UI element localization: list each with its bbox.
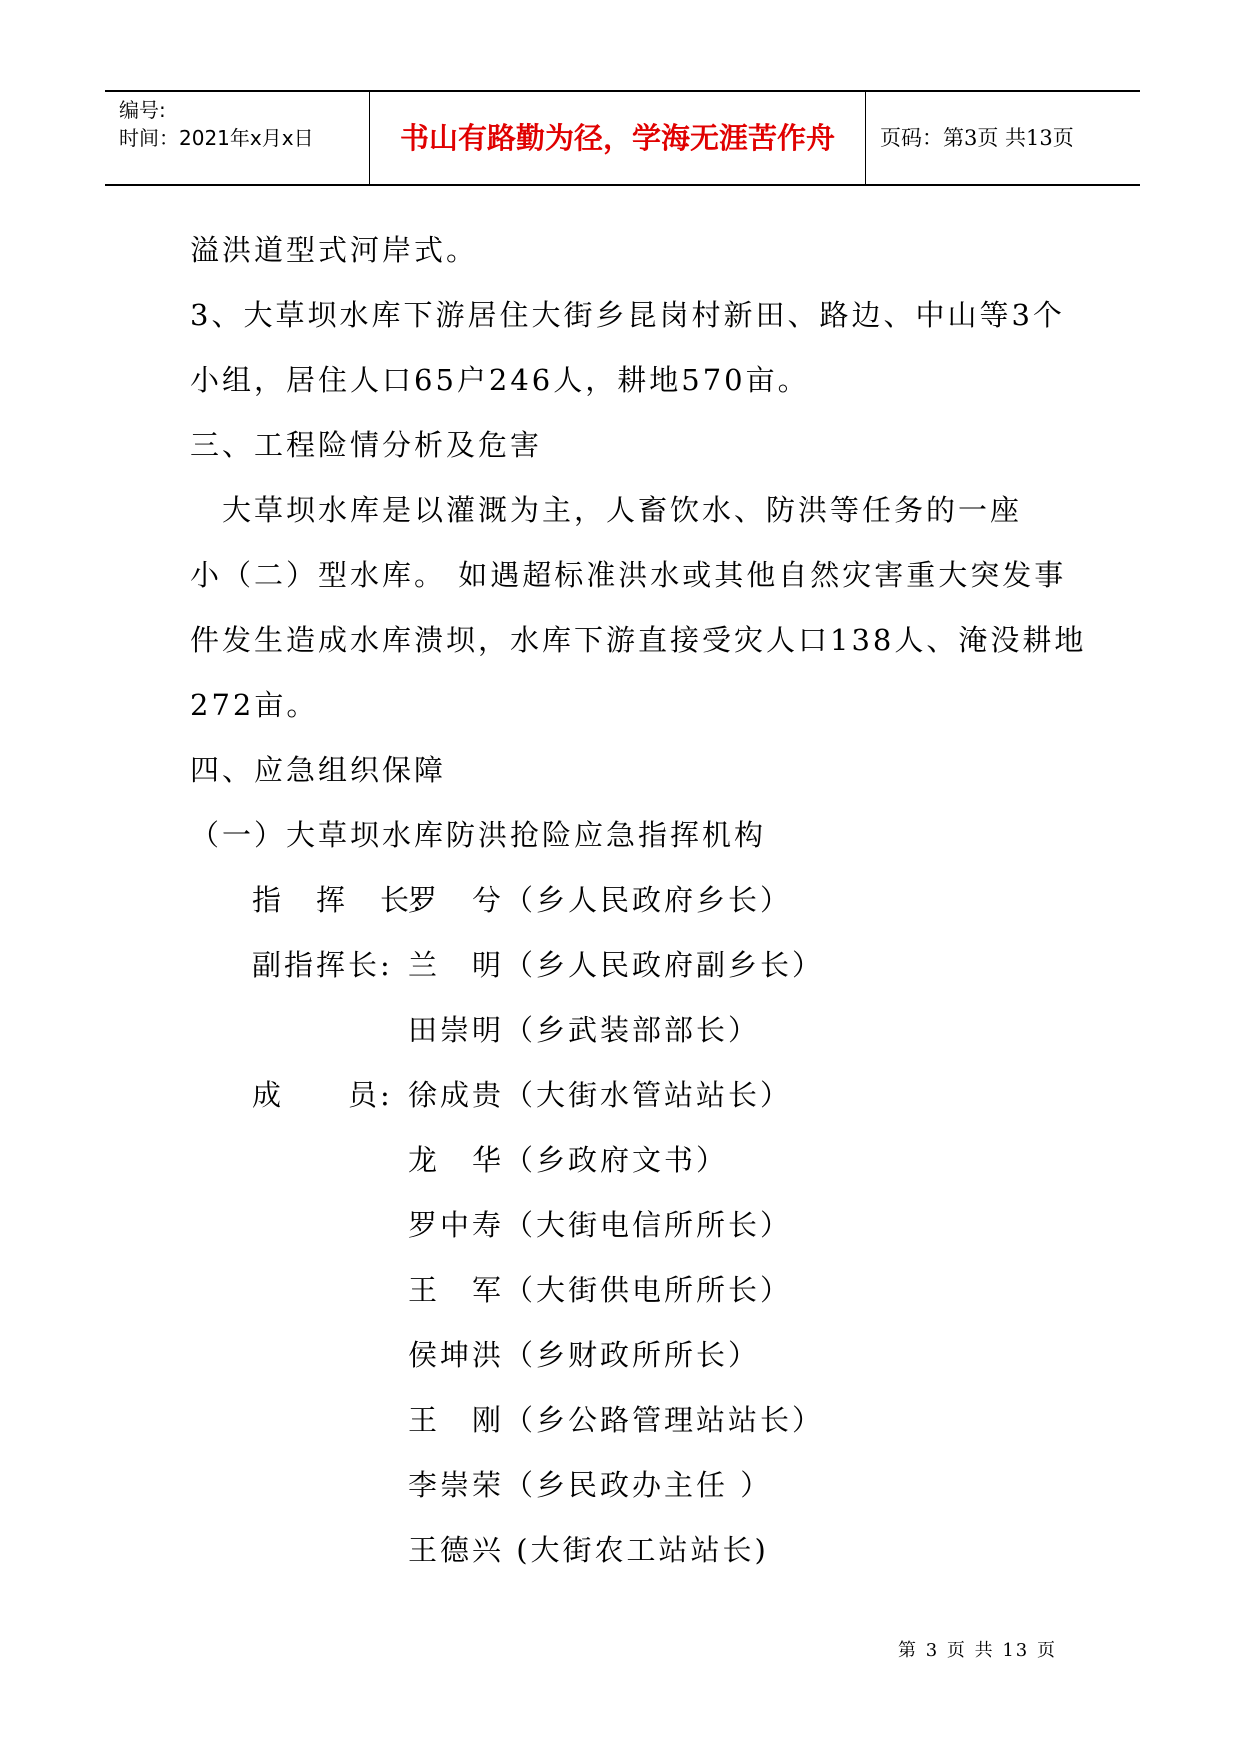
roster-role: 指 挥 长: xyxy=(252,883,425,917)
roster-role: 副指挥长: xyxy=(252,948,393,982)
document-header xyxy=(105,90,1140,186)
roster-name: 兰 明（乡人民政府副乡长） xyxy=(408,948,825,982)
header-left-cell xyxy=(105,92,370,184)
page-footer: 第 3 页 共 13 页 xyxy=(898,1640,1057,1661)
body-line: 件发生造成水库溃坝，水库下游直接受灾人口138人、淹没耕地 xyxy=(190,623,1087,657)
section-heading: 四、应急组织保障 xyxy=(190,753,447,787)
header-page-label: 页码：第3页 共13页 xyxy=(880,126,1074,150)
body-line: 272亩。 xyxy=(190,688,319,722)
roster-name: 侯坤洪（乡财政所所长） xyxy=(408,1338,761,1372)
roster-name: 王 军（大街供电所所长） xyxy=(408,1273,793,1307)
body-line: 小（二）型水库。 如遇超标准洪水或其他自然灾害重大突发事 xyxy=(190,558,1067,592)
body-line: 3、大草坝水库下游居住大街乡昆岗村新田、路边、中山等3个 xyxy=(190,298,1065,332)
roster-name: 王 刚（乡公路管理站站长） xyxy=(408,1403,825,1437)
roster-name: 李崇荣（乡民政办主任 ） xyxy=(408,1468,773,1502)
subsection-heading: （一）大草坝水库防洪抢险应急指挥机构 xyxy=(190,818,767,852)
roster-name: 罗 兮（乡人民政府乡长） xyxy=(408,883,793,917)
section-heading: 三、工程险情分析及危害 xyxy=(190,428,543,462)
header-motto: 书山有路勤为径，学海无涯苦作舟 xyxy=(370,92,866,184)
body-line: 小组，居住人口65户246人，耕地570亩。 xyxy=(190,363,810,397)
document-time-label: 时间：2021年x月x日 xyxy=(119,126,314,150)
body-line: 大草坝水库是以灌溉为主，人畜饮水、防洪等任务的一座 xyxy=(222,493,1023,527)
body-line: 溢洪道型式河岸式。 xyxy=(190,233,479,267)
roster-name: 王德兴 (大街农工站站长) xyxy=(408,1533,769,1567)
document-number-label: 编号: xyxy=(119,98,166,122)
roster-name: 田崇明（乡武装部部长） xyxy=(408,1013,761,1047)
roster-name: 罗中寿（大街电信所所长） xyxy=(408,1208,793,1242)
roster-role: 成 员: xyxy=(252,1078,393,1112)
roster-name: 徐成贵（大街水管站站长） xyxy=(408,1078,793,1112)
roster-name: 龙 华（乡政府文书） xyxy=(408,1143,729,1177)
